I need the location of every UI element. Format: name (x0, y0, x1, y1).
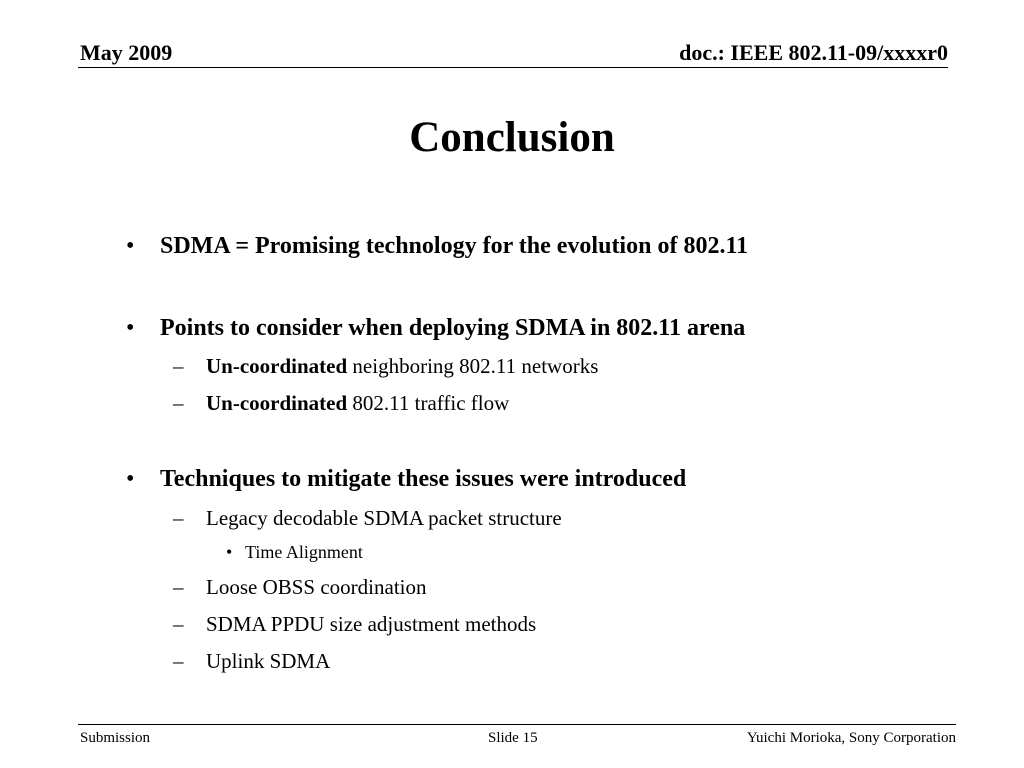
sub-bullet-text: Uplink SDMA (206, 649, 331, 673)
dash-marker: – (173, 354, 184, 378)
sub-bullet-text: Loose OBSS coordination (206, 575, 427, 599)
dot-marker: • (226, 542, 233, 562)
sub-bullet-uncoordinated-networks (173, 353, 599, 379)
sub-bullet-loose-obss (173, 574, 427, 600)
sub-bullet-ppdu-size (173, 611, 537, 637)
footer-author: Yuichi Morioka, Sony Corporation (746, 730, 956, 746)
sub-bullet-uplink-sdma (173, 648, 331, 674)
footer-submission: Submission (80, 730, 151, 746)
sub-bullet-text: 802.11 traffic flow (347, 391, 510, 415)
sub-bullet-text: neighboring 802.11 networks (347, 354, 599, 378)
sub-bullet-bold: Un-coordinated (206, 391, 348, 415)
bullet-techniques (126, 464, 687, 494)
sub-sub-bullet-time-alignment (226, 541, 363, 563)
slide-title: Conclusion (409, 114, 615, 161)
sub-sub-bullet-text: Time Alignment (245, 542, 363, 562)
bullet-marker: • (126, 233, 135, 259)
bullet-marker: • (126, 315, 135, 341)
sub-bullet-uncoordinated-traffic (173, 390, 510, 416)
dash-marker: – (173, 506, 184, 530)
sub-bullet-text: SDMA PPDU size adjustment methods (206, 612, 537, 636)
header-date: May 2009 (80, 40, 173, 65)
dash-marker: – (173, 612, 184, 636)
bullet-text: SDMA = Promising technology for the evolution of 802.11 (160, 233, 749, 259)
sub-bullet-bold: Un-coordinated (206, 354, 348, 378)
bullet-text: Points to consider when deploying SDMA in 802.11 arena (160, 315, 746, 341)
dash-marker: – (173, 649, 184, 673)
bullet-sdma-promising (126, 231, 749, 261)
bullet-points-to-consider (126, 313, 746, 343)
dash-marker: – (173, 575, 184, 599)
footer-slide-number: Slide 15 (488, 730, 538, 746)
header-rule (78, 67, 948, 68)
bullet-marker: • (126, 466, 135, 492)
footer-rule (78, 724, 956, 725)
sub-bullet-legacy-decodable (173, 505, 562, 531)
dash-marker: – (173, 391, 184, 415)
bullet-text: Techniques to mitigate these issues were introduced (160, 466, 687, 492)
sub-bullet-text: Legacy decodable SDMA packet structure (206, 506, 562, 530)
header-doc-id: doc.: IEEE 802.11-09/xxxxr0 (679, 40, 948, 65)
